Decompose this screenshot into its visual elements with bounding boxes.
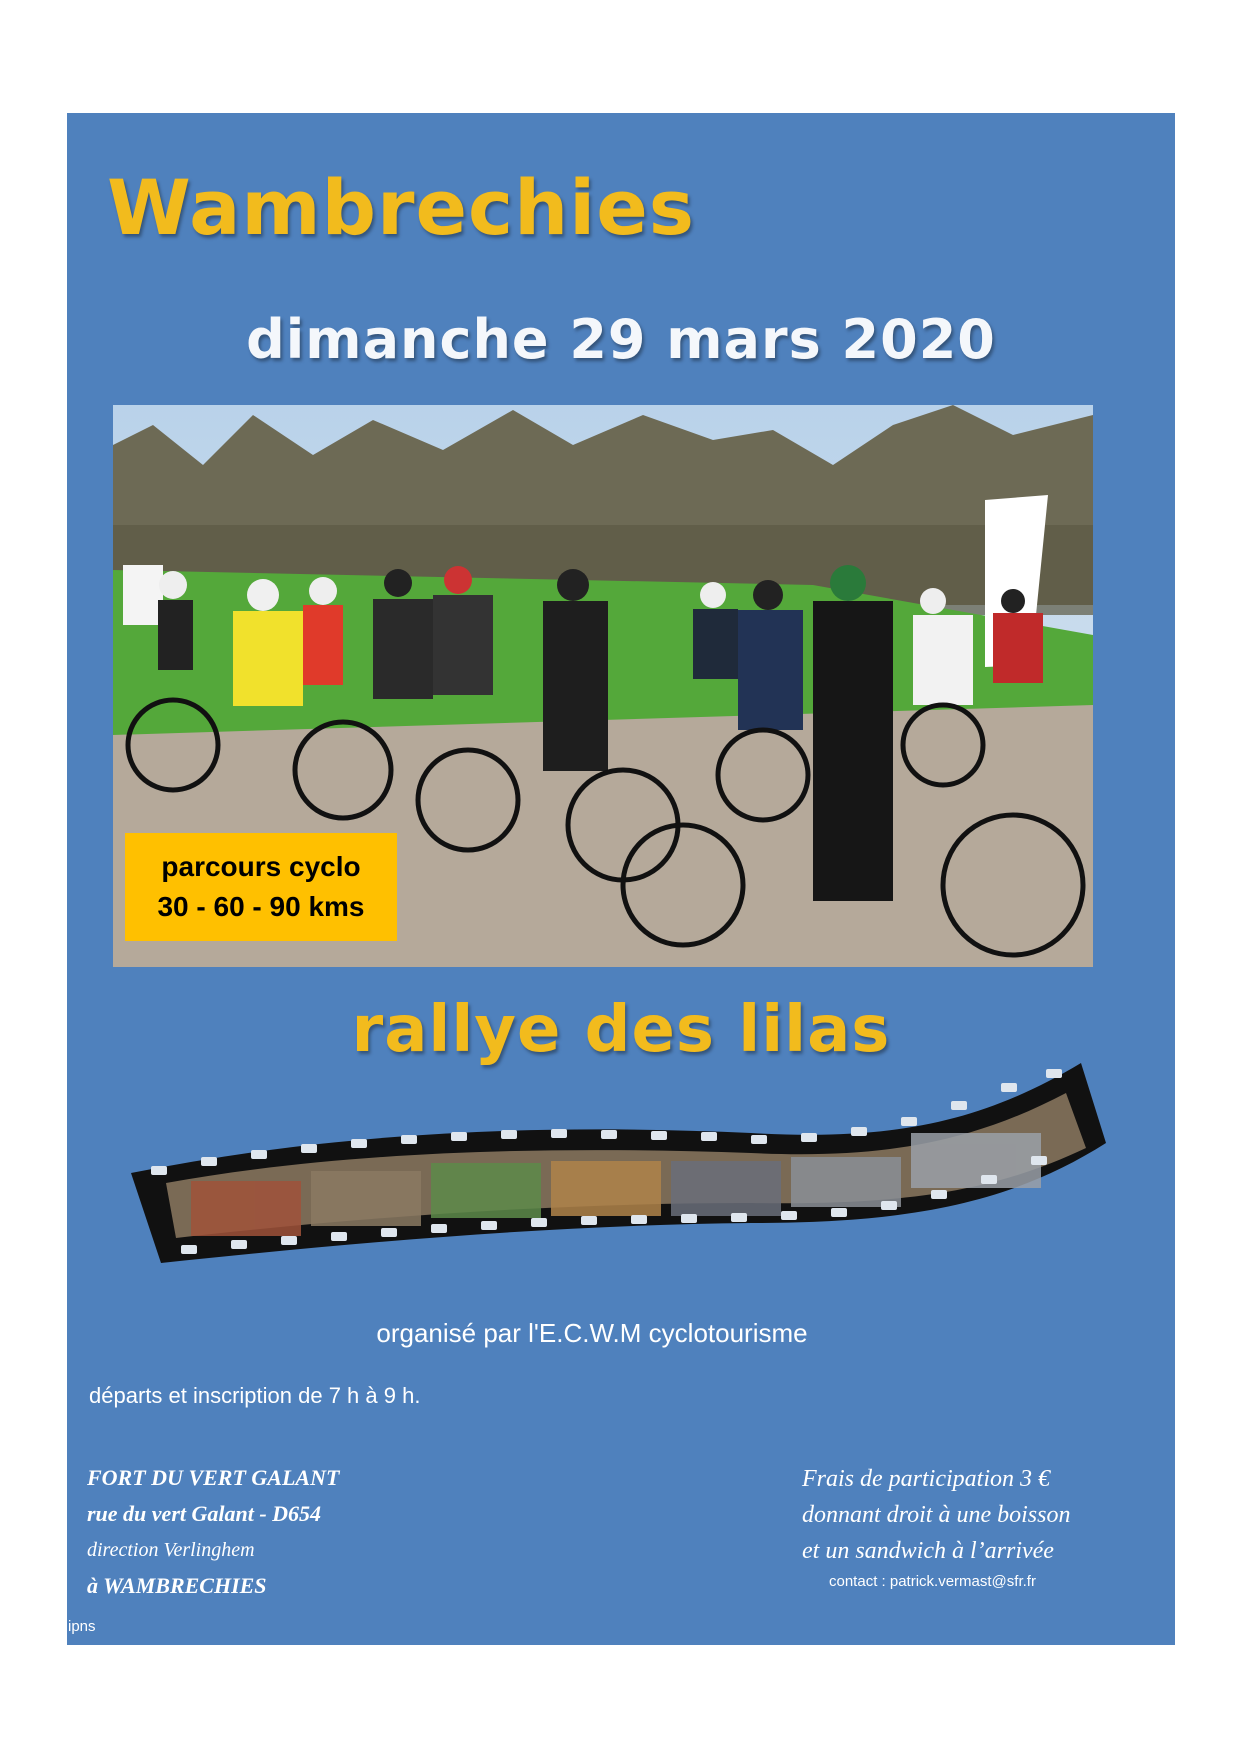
route-badge-line1: parcours cyclo bbox=[161, 851, 361, 882]
route-badge bbox=[125, 833, 397, 941]
ipns-mark: ipns bbox=[68, 1618, 96, 1635]
event-date: dimanche 29 mars 2020 bbox=[246, 308, 996, 371]
venue-street: rue du vert Galant - D654 bbox=[87, 1501, 322, 1526]
organizer-text: organisé par l'E.C.W.M cyclotourisme bbox=[376, 1318, 808, 1348]
poster-title: Wambrechies bbox=[107, 163, 696, 252]
fees-line1: Frais de participation 3 € bbox=[802, 1466, 1050, 1492]
participation-fees bbox=[802, 1461, 1070, 1569]
cyclists-photo bbox=[113, 405, 1093, 967]
route-badge-line2: 30 - 60 - 90 kms bbox=[157, 891, 365, 922]
fees-line3: et un sandwich à l’arrivée bbox=[802, 1538, 1054, 1564]
venue-name: FORT DU VERT GALANT bbox=[87, 1465, 340, 1490]
film-strip-collage bbox=[131, 1053, 1111, 1303]
venue-address bbox=[87, 1460, 339, 1604]
contact-email: contact : patrick.vermast@sfr.fr bbox=[829, 1573, 1036, 1590]
venue-direction: direction Verlinghem bbox=[87, 1539, 255, 1561]
event-name: rallye des lilas bbox=[351, 993, 891, 1067]
fees-line2: donnant droit à une boisson bbox=[802, 1502, 1071, 1528]
poster bbox=[67, 113, 1175, 1645]
venue-town: à WAMBRECHIES bbox=[87, 1573, 267, 1598]
start-times: départs et inscription de 7 h à 9 h. bbox=[89, 1383, 421, 1408]
